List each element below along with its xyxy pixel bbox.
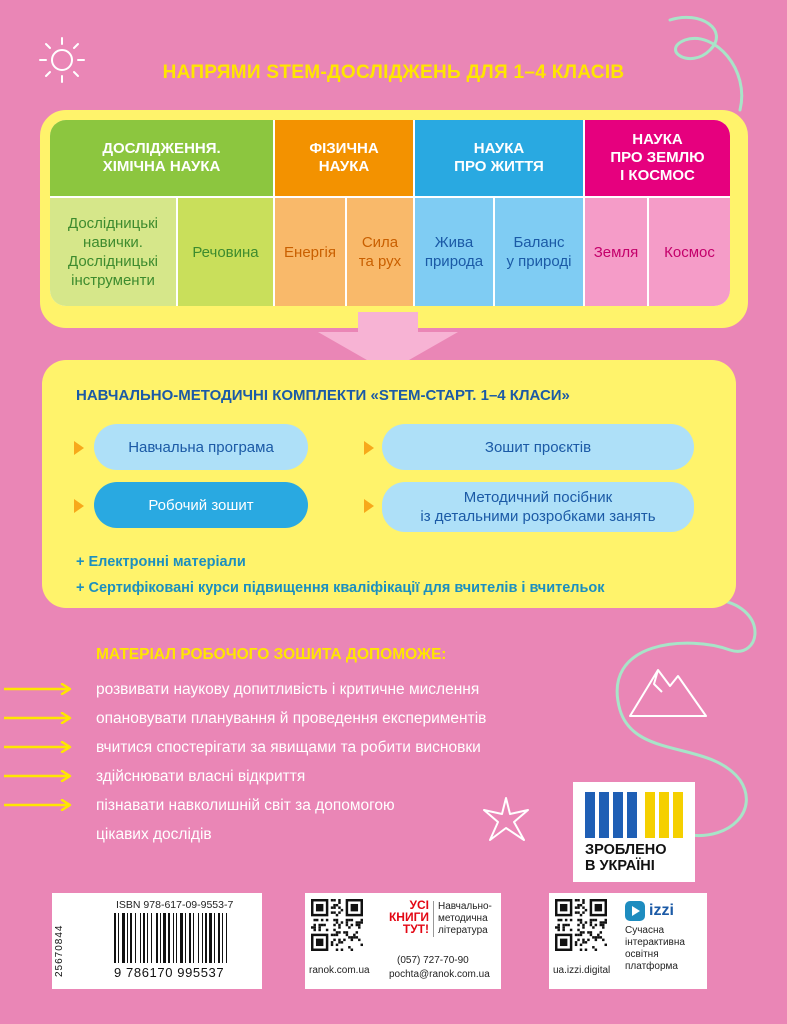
benefit-item: розвивати наукову допитливість і критичне мислення: [96, 681, 480, 698]
isbn-digits: 9 786170 995537: [114, 965, 225, 980]
kit-extra-courses: + Сертифіковані курси підвищення кваліфікації для вчителів і вчительок: [76, 580, 605, 596]
barcode: [114, 913, 256, 963]
kit-item-program: Навчальна програма: [94, 424, 308, 470]
kit-item-workbook: Робочий зошит: [94, 482, 308, 528]
benefit-item: здійснювати власні відкриття: [96, 768, 306, 785]
benefit-item: вчитися спостерігати за явищами та робити висновки: [96, 739, 481, 756]
table-header: НАУКА ПРО ЗЕМЛЮ І КОСМОС: [585, 120, 730, 196]
table-subcategory: Енергія: [275, 198, 345, 306]
table-subcategory: Жива природа: [415, 198, 493, 306]
kit-item-projects: Зошит проєктів: [382, 424, 694, 470]
kit-title: НАВЧАЛЬНО-МЕТОДИЧНІ КОМПЛЕКТИ «STEM-СТАРТ. 1–4 КЛАСИ»: [76, 387, 570, 404]
directions-table: [50, 120, 730, 306]
izzi-logo: [625, 901, 674, 921]
kit-marker: [364, 499, 374, 513]
bullet-arrow-icon: [4, 799, 76, 811]
ranok-email: pochta@ranok.com.ua: [389, 969, 490, 980]
kit-marker: [364, 441, 374, 455]
table-subcategory: Сила та рух: [347, 198, 413, 306]
ranok-box: [305, 893, 501, 989]
isbn-side-digits: 25670844: [54, 924, 65, 977]
izzi-site: ua.izzi.digital: [553, 965, 611, 976]
mountain-icon: [628, 664, 708, 720]
kit-item-guide: Методичний посібник із детальними розробками занять: [382, 482, 694, 532]
made-in-ukraine-badge: [573, 782, 695, 882]
table-subcategory: Речовина: [178, 198, 273, 306]
bullet-arrow-icon: [4, 712, 76, 724]
bullet-arrow-icon: [4, 683, 76, 695]
ranok-site: ranok.com.ua: [309, 965, 370, 976]
table-subcategory: Космос: [649, 198, 730, 306]
izzi-logo-text: izzi: [649, 902, 674, 919]
table-subcategory: Баланс у природі: [495, 198, 583, 306]
ranok-description: Навчально- методична література: [433, 901, 492, 937]
izzi-box: [549, 893, 707, 989]
qr-code: [311, 899, 363, 951]
benefit-item: опановувати планування й проведення експериментів: [96, 710, 487, 727]
made-in-ukraine-label: ЗРОБЛЕНО В УКРАЇНІ: [585, 842, 667, 874]
ranok-phone: (057) 727-70-90: [397, 955, 469, 966]
kit-marker: [74, 441, 84, 455]
isbn-box: [52, 893, 262, 989]
kit-marker: [74, 499, 84, 513]
bullet-arrow-icon: [4, 770, 76, 782]
table-header: НАУКА ПРО ЖИТТЯ: [415, 120, 583, 196]
play-icon: [625, 901, 645, 921]
table-header: ДОСЛІДЖЕННЯ. ХІМІЧНА НАУКА: [50, 120, 273, 196]
table-header: ФІЗИЧНА НАУКА: [275, 120, 413, 196]
izzi-description: Сучасна інтерактивна освітня платформа: [625, 925, 685, 972]
qr-code: [555, 899, 607, 951]
material-title: МАТЕРІАЛ РОБОЧОГО ЗОШИТА ДОПОМОЖЕ:: [96, 646, 447, 663]
ukraine-stripes-icon: [585, 792, 683, 838]
table-subcategory: Дослідницькі навички. Дослідницькі інструменти: [50, 198, 176, 306]
kit-extra-electronic: + Електронні матеріали: [76, 554, 246, 570]
table-subcategory: Земля: [585, 198, 647, 306]
star-icon: [482, 796, 530, 844]
benefit-item: пізнавати навколишній світ за допомогою цікавих дослідів: [96, 797, 395, 843]
page-title: НАПРЯМИ STEM-ДОСЛІДЖЕНЬ ДЛЯ 1–4 КЛАСІВ: [162, 62, 625, 83]
bullet-arrow-icon: [4, 741, 76, 753]
isbn-label: ISBN 978-617-09-9553-7: [116, 899, 234, 911]
ranok-slogan: УСІ КНИГИ ТУТ!: [388, 898, 429, 936]
